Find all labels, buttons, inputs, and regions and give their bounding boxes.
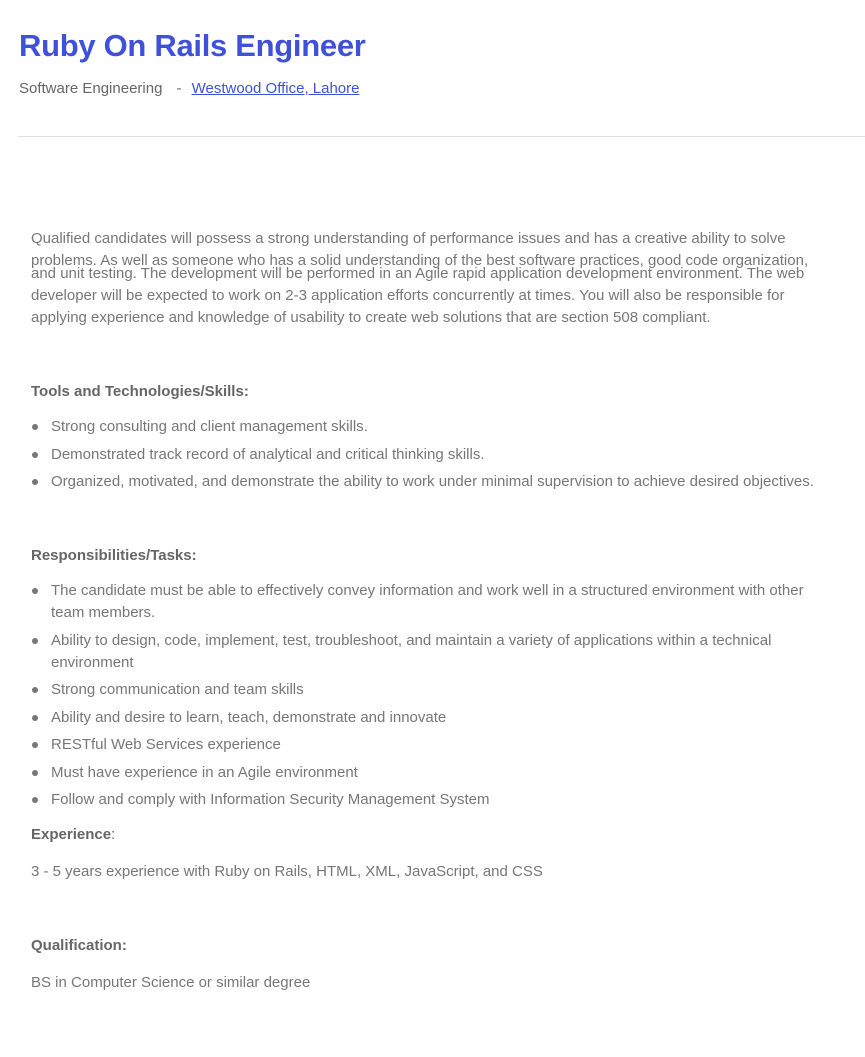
- list-item: Strong communication and team skills: [31, 679, 831, 701]
- responsibilities-list: [31, 580, 831, 811]
- job-description: [31, 228, 831, 994]
- meta-separator: -: [176, 80, 182, 97]
- intro-paragraph: [31, 228, 831, 329]
- experience-heading-label: Experience: [31, 826, 112, 843]
- list-item: Follow and comply with Information Security Management System: [31, 789, 831, 811]
- list-item: The candidate must be able to effectively convey information and work well in a structured environment with other team members.: [31, 580, 831, 624]
- qualification-text: BS in Computer Science or similar degree: [31, 974, 311, 991]
- tools-heading: Tools and Technologies/Skills:: [31, 383, 249, 400]
- experience-text: 3 - 5 years experience with Ruby on Rails, HTML, XML, JavaScript, and CSS: [31, 863, 543, 880]
- responsibilities-heading: Responsibilities/Tasks:: [31, 547, 197, 564]
- location-link[interactable]: Westwood Office, Lahore: [191, 80, 360, 97]
- experience-heading-colon: :: [111, 826, 116, 843]
- department-label: Software Engineering: [19, 80, 163, 97]
- intro-rest: and unit testing. The development will be performed in an Agile rapid application development environment. The web developer will be expected to work on 2-3 application efforts concurrently at times. You will also be responsible for applying experience and knowledge of usability to create web solutions that are section 508 compliant.: [31, 265, 805, 326]
- qualification-heading: Qualification:: [31, 937, 127, 954]
- list-item: Ability and desire to learn, teach, demonstrate and innovate: [31, 707, 831, 729]
- list-item: Ability to design, code, implement, test, troubleshoot, and maintain a variety of applications within a technical environment: [31, 630, 831, 674]
- tools-list: [31, 416, 831, 493]
- list-item: Demonstrated track record of analytical and critical thinking skills.: [31, 444, 831, 466]
- job-meta: [19, 80, 359, 98]
- intro-line-1: Qualified candidates will possess a strong understanding of performance issues and has a creative ability to solve: [31, 230, 786, 247]
- list-item: Must have experience in an Agile environment: [31, 762, 831, 784]
- list-item: RESTful Web Services experience: [31, 734, 831, 756]
- experience-heading: [31, 824, 831, 846]
- intro-line-2: problems. As well as someone who has a solid understanding of the best software practices, good code organization,: [31, 252, 809, 269]
- list-item: Strong consulting and client management skills.: [31, 416, 831, 438]
- job-title: Ruby On Rails Engineer: [19, 28, 366, 63]
- list-item: Organized, motivated, and demonstrate the ability to work under minimal supervision to achieve desired objectives.: [31, 471, 831, 493]
- header-divider: [18, 136, 865, 137]
